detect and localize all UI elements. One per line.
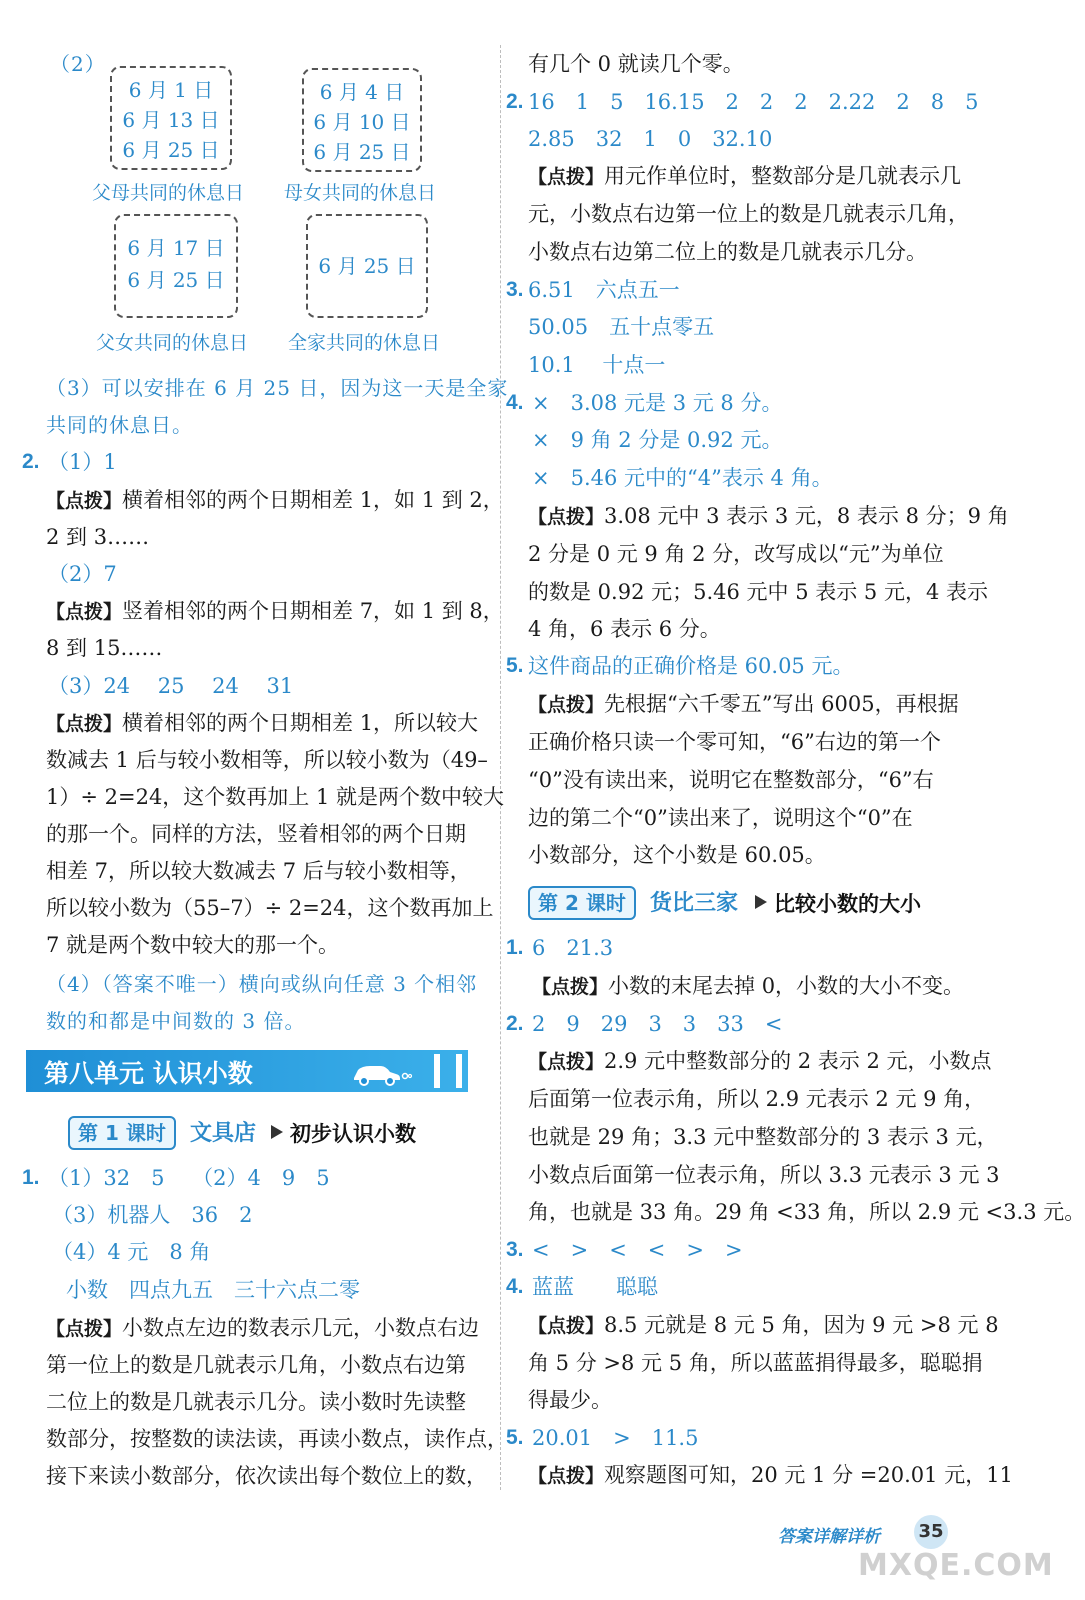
q4-answer-line: × 9 角 2 分是 0.92 元。	[532, 428, 783, 452]
banner-bars-decoration	[434, 1054, 462, 1088]
tip-text: 小数点左边的数表示几元，小数点右边	[122, 1316, 480, 1340]
triangle-arrow-icon	[270, 1124, 284, 1140]
l1-q1-line: （3）机器人 36 2	[52, 1203, 253, 1227]
tip-line	[46, 1314, 479, 1343]
date-line: 6 月 25 日	[122, 138, 220, 162]
tip-line: 第一位上的数是几就表示几角，小数点右边第	[46, 1353, 466, 1377]
tip-line: 所以较小数为（55–7）÷ 2=24，这个数再加上	[46, 896, 494, 920]
l2-q3-answer: < > < < > >	[532, 1238, 743, 1262]
tip-line: 小数部分，这个小数是 60.05。	[528, 843, 826, 867]
date-box-father-daughter	[114, 214, 238, 318]
date-line: 6 月 10 日	[313, 110, 411, 134]
tip-line: 后面第一位表示角，所以 2.9 元表示 2 元 9 角，	[528, 1087, 986, 1111]
tip-text: 横着相邻的两个日期相差 1，所以较大	[122, 711, 479, 735]
date-box-mother-daughter	[302, 68, 422, 172]
tip-label: 【点拨】	[528, 1051, 605, 1073]
tip-line	[46, 486, 504, 515]
page-number: 35	[914, 1515, 948, 1549]
date-line: 6 月 13 日	[122, 108, 220, 132]
q4-answer-line: × 3.08 元是 3 元 8 分。	[532, 391, 783, 415]
l2-q4-number: 4.	[506, 1275, 524, 1298]
tip-line: 1）÷ 2=24，这个数再加上 1 就是两个数中较大	[46, 785, 505, 809]
tip-label: 【点拨】	[528, 166, 605, 188]
tip-line: 角，也就是 33 角。29 角 <33 角，所以 2.9 元 <3.3 元。	[528, 1200, 1085, 1224]
tip-line	[528, 502, 1009, 531]
unit-title-banner	[26, 1050, 468, 1092]
tip-line: 数减去 1 后与较小数相等，所以较小数为（49–	[46, 748, 488, 772]
q5-number: 5.	[506, 654, 524, 677]
l2-q2-number: 2.	[506, 1012, 524, 1035]
tip-text: 先根据“六千零五”写出 6005，再根据	[604, 692, 959, 716]
lesson2-header	[528, 884, 1008, 920]
tip-text: 竖着相邻的两个日期相差 7，如 1 到 8，	[122, 599, 504, 623]
q2-number: 2.	[506, 90, 524, 113]
box-caption: 母女共同的休息日	[284, 182, 437, 204]
tip-text: 观察题图可知，20 元 1 分 =20.01 元，11	[604, 1463, 1013, 1487]
q2-part1: （1）1	[48, 450, 117, 474]
tip-label: 【点拨】	[46, 601, 123, 623]
tip-line	[528, 1047, 992, 1076]
q1-part3-line1: （3）可以安排在 6 月 25 日，因为这一天是全家	[46, 376, 509, 400]
lesson1-header	[68, 1114, 468, 1150]
tip-line: 小数点右边第二位上的数是几就表示几分。	[528, 240, 927, 264]
tip-line: 得最少。	[528, 1388, 612, 1412]
tip-label: 【点拨】	[528, 1315, 605, 1337]
tip-label: 【点拨】	[46, 713, 123, 735]
date-line: 6 月 4 日	[319, 80, 405, 104]
q2-part4-line1: （4）（答案不唯一）横向或纵向任意 3 个相邻	[46, 972, 478, 996]
l1-q1-line: （1）32 5 （2）4 9 5	[48, 1166, 330, 1190]
l2-q5-number: 5.	[506, 1426, 524, 1449]
q2-part3: （3）24 25 24 31	[48, 674, 294, 698]
l2-q4-answer: 蓝蓝 聪聪	[532, 1275, 658, 1299]
tip-text: 小数的末尾去掉 0，小数的大小不变。	[608, 974, 965, 998]
tip-line: 2 到 3……	[46, 525, 150, 549]
l2-q3-number: 3.	[506, 1238, 524, 1261]
q3-answer-line: 10.1 十点一	[528, 353, 666, 377]
tip-line	[528, 1311, 999, 1340]
tip-label: 【点拨】	[528, 1465, 605, 1487]
tip-line: 也就是 29 角；3.3 元中整数部分的 3 表示 3 元，	[528, 1125, 998, 1149]
column-divider	[500, 45, 501, 1490]
tip-line: 相差 7，所以较大数减去 7 后与较小数相等，	[46, 859, 471, 883]
tip-line: 正确价格只读一个零可知，“6”右边的第一个	[528, 730, 941, 754]
tip-text: 横着相邻的两个日期相差 1，如 1 到 2，	[122, 488, 504, 512]
continued-text: 有几个 0 就读几个零。	[528, 52, 744, 76]
tip-line: 元，小数点右边第一位上的数是几就表示几角，	[528, 202, 969, 226]
tip-line: 的那一个。同样的方法，竖着相邻的两个日期	[46, 822, 466, 846]
q5-answer: 这件商品的正确价格是 60.05 元。	[528, 654, 854, 678]
tip-line	[46, 597, 504, 626]
date-line: 6 月 17 日	[127, 236, 225, 260]
tip-label: 【点拨】	[46, 1318, 123, 1340]
tip-line	[532, 972, 964, 1001]
q3-answer-line: 50.05 五十点零五	[528, 315, 715, 339]
lesson2-name: 货比三家	[650, 891, 739, 916]
q2-answer-line: 16 1 5 16.15 2 2 2 2.22 2 8 5	[528, 90, 979, 114]
tip-line	[46, 709, 478, 738]
triangle-arrow-icon	[754, 894, 768, 910]
tip-line: 7 就是两个数中较大的那一个。	[46, 933, 340, 957]
q4-answer-line: × 5.46 元中的“4”表示 4 角。	[532, 466, 833, 490]
tip-label: 【点拨】	[46, 490, 123, 512]
tip-line: 8 到 15……	[46, 636, 163, 660]
q1-part3-line2: 共同的休息日。	[46, 413, 193, 437]
tip-line	[528, 690, 959, 719]
q2-answer-line: 2.85 32 1 0 32.10	[528, 127, 773, 151]
tip-line: “0”没有读出来，说明它在整数部分，“6”右	[528, 768, 934, 792]
date-line: 6 月 1 日	[128, 78, 214, 102]
l1-q1-line: 小数 四点九五 三十六点二零	[66, 1278, 360, 1302]
tip-line: 二位上的数是几就表示几分。读小数时先读整	[46, 1390, 466, 1414]
tip-line: 数部分，按整数的读法读，再读小数点，读作点，	[46, 1427, 508, 1451]
tip-line: 2 分是 0 元 9 角 2 分，改写成以“元”为单位	[528, 542, 944, 566]
footer-tag: 答案详解详析	[778, 1527, 880, 1547]
q2-number: 2.	[22, 450, 40, 473]
lesson2-subtitle: 比较小数的大小	[774, 892, 921, 916]
q2-part4-line2: 数的和都是中间数的 3 倍。	[46, 1009, 306, 1033]
l2-q2-answer: 2 9 29 3 3 33 <	[532, 1012, 783, 1036]
l1-q1-number: 1.	[22, 1166, 40, 1189]
tip-text: 用元作单位时，整数部分是几就表示几	[604, 164, 962, 188]
tip-text: 2.9 元中整数部分的 2 表示 2 元，小数点	[604, 1049, 992, 1073]
date-line: 6 月 25 日	[127, 268, 225, 292]
l2-q1-answer: 6 21.3	[532, 936, 614, 960]
date-line: 6 月 25 日	[318, 254, 416, 278]
tip-label: 【点拨】	[528, 694, 605, 716]
tip-text: 8.5 元就是 8 元 5 角，因为 9 元 >8 元 8	[604, 1313, 999, 1337]
tip-line: 接下来读小数部分，依次读出每个数位上的数，	[46, 1464, 487, 1488]
box-caption: 全家共同的休息日	[288, 332, 441, 354]
lesson1-name: 文具店	[190, 1121, 257, 1146]
lesson2-tag: 第 2 课时	[528, 886, 636, 920]
tip-line: 的数是 0.92 元；5.46 元中 5 表示 5 元，4 表示	[528, 580, 988, 604]
l1-q1-line: （4）4 元 8 角	[52, 1240, 211, 1264]
unit-title: 第八单元 认识小数	[44, 1059, 253, 1088]
q3-number: 3.	[506, 278, 524, 301]
l2-q1-number: 1.	[506, 936, 524, 959]
lesson1-subtitle: 初步认识小数	[290, 1122, 416, 1146]
tip-line	[528, 1461, 1013, 1490]
tip-label: 【点拨】	[528, 506, 605, 528]
tip-line: 小数点后面第一位表示角，所以 3.3 元表示 3 元 3	[528, 1163, 1000, 1187]
tip-text: 3.08 元中 3 表示 3 元，8 表示 8 分；9 角	[604, 504, 1009, 528]
lesson1-tag: 第 1 课时	[68, 1116, 176, 1150]
q3-answer-line: 6.51 六点五一	[528, 278, 680, 302]
date-box-whole-family	[306, 214, 428, 318]
tip-line: 4 角，6 表示 6 分。	[528, 617, 721, 641]
tip-line	[528, 162, 961, 191]
tip-line: 角 5 分 >8 元 5 角，所以蓝蓝捐得最多，聪聪捐	[528, 1351, 983, 1375]
box-caption: 父母共同的休息日	[92, 182, 245, 204]
l2-q5-answer: 20.01 > 11.5	[532, 1426, 699, 1450]
q4-number: 4.	[506, 391, 524, 414]
watermark: MXQE.COM	[858, 1548, 1054, 1583]
date-box-parents	[110, 66, 232, 170]
q2-part2: （2）7	[48, 562, 117, 586]
car-icon	[350, 1060, 412, 1086]
tip-label: 【点拨】	[532, 976, 609, 998]
q1-part2-label: （2）	[50, 52, 106, 76]
box-caption: 父女共同的休息日	[96, 332, 249, 354]
tip-line: 边的第二个“0”读出来了，说明这个“0”在	[528, 806, 913, 830]
date-line: 6 月 25 日	[313, 140, 411, 164]
